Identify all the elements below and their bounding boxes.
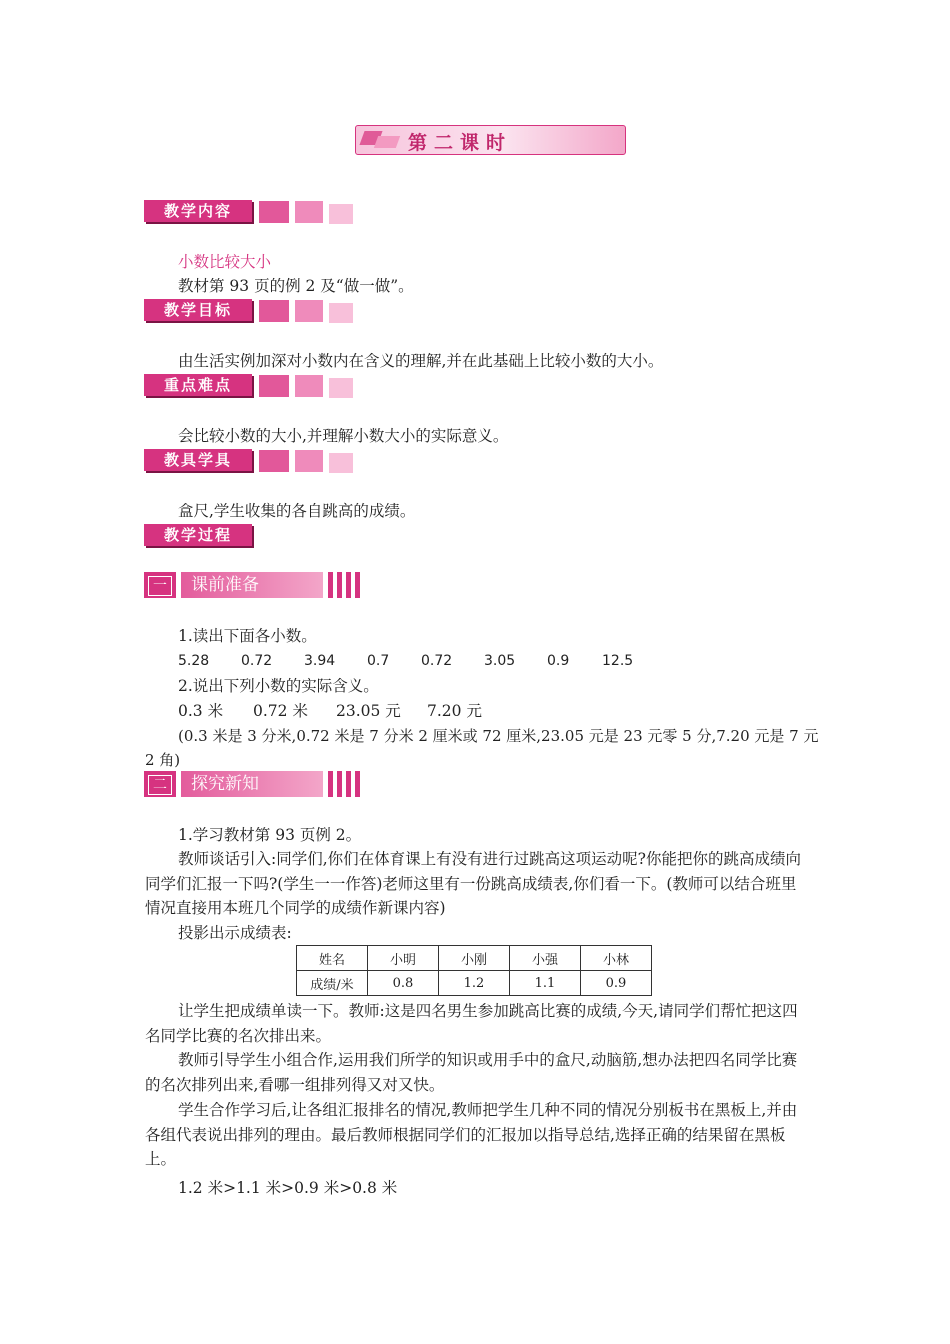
paragraph-read: 让学生把成绩单读一下。教师:这是四名男生参加跳高比赛的成绩,今天,请同学们帮忙把这四名同学比赛的名次排出来。 (145, 1002, 798, 1045)
table-cell: 小林 (581, 946, 652, 971)
decor-bar (355, 572, 360, 598)
decor-square (259, 300, 289, 322)
table-row (297, 971, 652, 996)
value-item: 0.72 米 (253, 702, 308, 720)
decor-bar (328, 771, 333, 797)
decor-square (329, 204, 353, 224)
part-number: 一 (144, 572, 176, 598)
table-cell: 姓名 (297, 946, 368, 971)
part-bar-explore (144, 771, 360, 797)
decor-square (295, 201, 323, 223)
lesson-title: 第二课时 (408, 132, 513, 154)
question-1: 1.读出下面各小数。 (178, 627, 317, 645)
keypoint-text: 会比较小数的大小,并理解小数大小的实际意义。 (178, 427, 509, 445)
decimal-item: 0.7 (367, 653, 390, 669)
decor-square (259, 450, 289, 472)
question-2: 2.说出下列小数的实际含义。 (178, 677, 379, 695)
table-cell: 1.2 (439, 971, 510, 996)
decor-square (295, 450, 323, 472)
table-cell: 成绩/米 (297, 971, 368, 996)
decimal-item: 0.72 (421, 653, 453, 669)
tools-text: 盒尺,学生收集的各自跳高的成绩。 (178, 502, 416, 520)
value-list (178, 701, 482, 721)
decor-square (329, 303, 353, 323)
table-cell: 小刚 (439, 946, 510, 971)
decor-square (259, 375, 289, 397)
decor-square (259, 201, 289, 223)
part-title: 课前准备 (181, 572, 323, 598)
section-label: 教具学具 (144, 449, 252, 471)
answer-line-1: (0.3 米是 3 分米,0.72 米是 7 分米 2 厘米或 72 厘米,23.05 元是 23 元零 5 分,7.20 元是 7 元 (178, 727, 819, 745)
value-item: 7.20 元 (427, 702, 482, 720)
table-cell: 0.9 (581, 971, 652, 996)
decimal-list (178, 651, 633, 671)
value-item: 0.3 米 (178, 702, 224, 720)
decimal-item: 12.5 (602, 653, 634, 669)
section-label: 教学目标 (144, 299, 252, 321)
part-title: 探究新知 (181, 771, 323, 797)
decimal-item: 5.28 (178, 653, 210, 669)
decimal-item: 0.72 (241, 653, 273, 669)
part-bar-preparation (144, 572, 360, 598)
decor-bar (346, 771, 351, 797)
table-row (297, 946, 652, 971)
decimal-item: 3.05 (484, 653, 516, 669)
table-cell: 1.1 (510, 971, 581, 996)
goal-text: 由生活实例加深对小数内在含义的理解,并在此基础上比较小数的大小。 (178, 352, 664, 370)
decor-square (329, 378, 353, 398)
table-cell: 0.8 (368, 971, 439, 996)
decor-bar (337, 771, 342, 797)
projection-text: 投影出示成绩表: (178, 924, 292, 942)
answer-line-2: 2 角) (145, 751, 181, 769)
step-1: 1.学习教材第 93 页例 2。 (178, 826, 362, 844)
result-text: 1.2 米>1.1 米>0.9 米>0.8 米 (178, 1179, 398, 1197)
material-text: 教材第 93 页的例 2 及“做一做”。 (178, 277, 414, 295)
decor-bar (346, 572, 351, 598)
paragraph-intro: 教师谈话引入:同学们,你们在体育课上有没有进行过跳高这项运动呢?你能把你的跳高成绩向同学们汇报一下吗?(学生一一作答)老师这里有一份跳高成绩表,你们看一下。(教师可以结合班里情况直接用本班几个同学的成绩作新课内容) (145, 850, 801, 917)
section-label: 教学过程 (144, 524, 252, 546)
paragraph-report: 学生合作学习后,让各组汇报排名的情况,教师把学生几种不同的情况分别板书在黑板上,并由各组代表说出排列的理由。最后教师根据同学们的汇报加以指导总结,选择正确的结果留在黑板上。 (145, 1101, 798, 1168)
decor-bar (355, 771, 360, 797)
decor-square (295, 375, 323, 397)
section-label: 重点难点 (144, 374, 252, 396)
decor-square (295, 300, 323, 322)
banner-decoration (374, 136, 400, 148)
topic-text: 小数比较大小 (178, 253, 272, 271)
part-number: 二 (144, 771, 176, 797)
score-table (296, 945, 652, 996)
paragraph-group: 教师引导学生小组合作,运用我们所学的知识或用手中的盒尺,动脑筋,想办法把四名同学比赛的名次排列出来,看哪一组排列得又对又快。 (145, 1051, 798, 1094)
decor-bar (328, 572, 333, 598)
decor-square (329, 453, 353, 473)
value-item: 23.05 元 (336, 702, 401, 720)
table-cell: 小强 (510, 946, 581, 971)
table-cell: 小明 (368, 946, 439, 971)
decor-bar (337, 572, 342, 598)
decimal-item: 0.9 (547, 653, 570, 669)
section-label: 教学内容 (144, 200, 252, 222)
lesson-title-banner (355, 125, 626, 155)
decimal-item: 3.94 (304, 653, 336, 669)
